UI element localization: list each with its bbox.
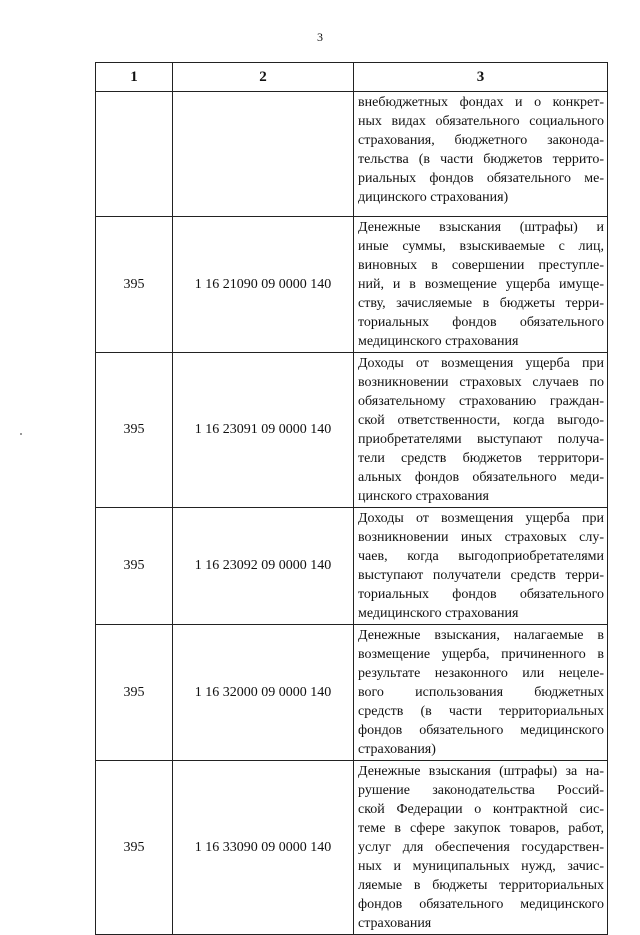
- description-line: тельства (в части бюджетов террито-: [358, 152, 604, 167]
- description-line: страхования): [358, 742, 436, 757]
- description-line: возмещение ущерба, причиненного в: [358, 647, 604, 662]
- description-line: ных и муниципальных нужд, зачис-: [358, 859, 604, 874]
- description-line: ных видах обязательного социального: [358, 114, 604, 129]
- table-row: [96, 217, 608, 353]
- column-header-3: 3: [354, 63, 608, 92]
- description-line: Денежные взыскания (штрафы) и: [358, 220, 604, 235]
- budget-classification-code-cell: 1 16 21090 09 0000 140: [173, 217, 354, 353]
- page-number: 3: [317, 30, 323, 44]
- description-cell: [354, 625, 608, 761]
- margin-mark: [20, 433, 22, 435]
- description-line: ляемые в бюджеты территориальных: [358, 878, 604, 893]
- description-line: ториальных фондов обязательного: [358, 315, 604, 330]
- description-line: приобретателями выступают получа-: [358, 432, 604, 447]
- description-line: тели средств бюджетов территори-: [358, 451, 604, 466]
- description-line: дицинского страхования): [358, 190, 509, 205]
- revenue-codes-table: [95, 62, 608, 935]
- budget-classification-code-cell: [173, 92, 354, 217]
- description-line: возникновении страховых случаев по: [358, 375, 604, 390]
- description-line: средств (в части территориальных: [358, 704, 604, 719]
- payer-code-cell: 395: [96, 625, 173, 761]
- payer-code-cell: 395: [96, 761, 173, 935]
- description-line: Доходы от возмещения ущерба при: [358, 511, 604, 526]
- description-line: вого использования бюджетных: [358, 685, 604, 700]
- description-line: обязательному страхованию граждан-: [358, 394, 604, 409]
- description-line: ской ответственности, когда выгодо-: [358, 413, 604, 428]
- description-line: страхования, бюджетного законода-: [358, 133, 604, 148]
- payer-code-cell: [96, 92, 173, 217]
- table-row: [96, 353, 608, 508]
- budget-classification-code-cell: 1 16 33090 09 0000 140: [173, 761, 354, 935]
- description-cell: [354, 761, 608, 935]
- description-line: услуг для обеспечения государствен-: [358, 840, 604, 855]
- description-line: фондов обязательного медицинского: [358, 723, 604, 738]
- description-line: цинского страхования: [358, 489, 489, 504]
- description-line: медицинского страхования: [358, 606, 519, 621]
- description-line: Доходы от возмещения ущерба при: [358, 356, 604, 371]
- description-line: внебюджетных фондах и о конкрет-: [358, 95, 604, 110]
- description-line: ству, зачисляемые в бюджеты терри-: [358, 296, 604, 311]
- description-line: фондов обязательного медицинского: [358, 897, 604, 912]
- description-line: виновных в совершении преступле-: [358, 258, 604, 273]
- description-line: теме в сфере закупок товаров, работ,: [358, 821, 604, 836]
- budget-classification-code-cell: 1 16 23092 09 0000 140: [173, 508, 354, 625]
- table-row: [96, 761, 608, 935]
- description-line: ний, и в возмещение ущерба имуще-: [358, 277, 604, 292]
- table-body: [96, 92, 608, 935]
- description-line: выступают получатели средств терри-: [358, 568, 604, 583]
- payer-code-cell: 395: [96, 353, 173, 508]
- description-cell: [354, 217, 608, 353]
- description-line: результате незаконного или нецеле-: [358, 666, 604, 681]
- payer-code-cell: 395: [96, 217, 173, 353]
- description-cell: [354, 353, 608, 508]
- table-header-row: [96, 63, 608, 92]
- description-line: ской Федерации о контрактной сис-: [358, 802, 604, 817]
- description-line: возникновении иных страховых слу-: [358, 530, 604, 545]
- table-row: [96, 625, 608, 761]
- description-line: Денежные взыскания (штрафы) за на-: [358, 764, 604, 779]
- column-header-2: 2: [173, 63, 354, 92]
- table-row: [96, 92, 608, 217]
- column-header-1: 1: [96, 63, 173, 92]
- description-line: чаев, когда выгодоприобретателями: [358, 549, 604, 564]
- description-cell: [354, 92, 608, 217]
- description-line: альных фондов обязательного меди-: [358, 470, 604, 485]
- budget-classification-code-cell: 1 16 23091 09 0000 140: [173, 353, 354, 508]
- description-line: ториальных фондов обязательного: [358, 587, 604, 602]
- budget-classification-code-cell: 1 16 32000 09 0000 140: [173, 625, 354, 761]
- table-row: [96, 508, 608, 625]
- description-line: Денежные взыскания, налагаемые в: [358, 628, 604, 643]
- description-line: рушение законодательства Россий-: [358, 783, 604, 798]
- description-line: иные суммы, взыскиваемые с лиц,: [358, 239, 604, 254]
- description-line: медицинского страхования: [358, 334, 519, 349]
- description-cell: [354, 508, 608, 625]
- description-line: риальных фондов обязательного ме-: [358, 171, 604, 186]
- description-line: страхования: [358, 916, 432, 931]
- payer-code-cell: 395: [96, 508, 173, 625]
